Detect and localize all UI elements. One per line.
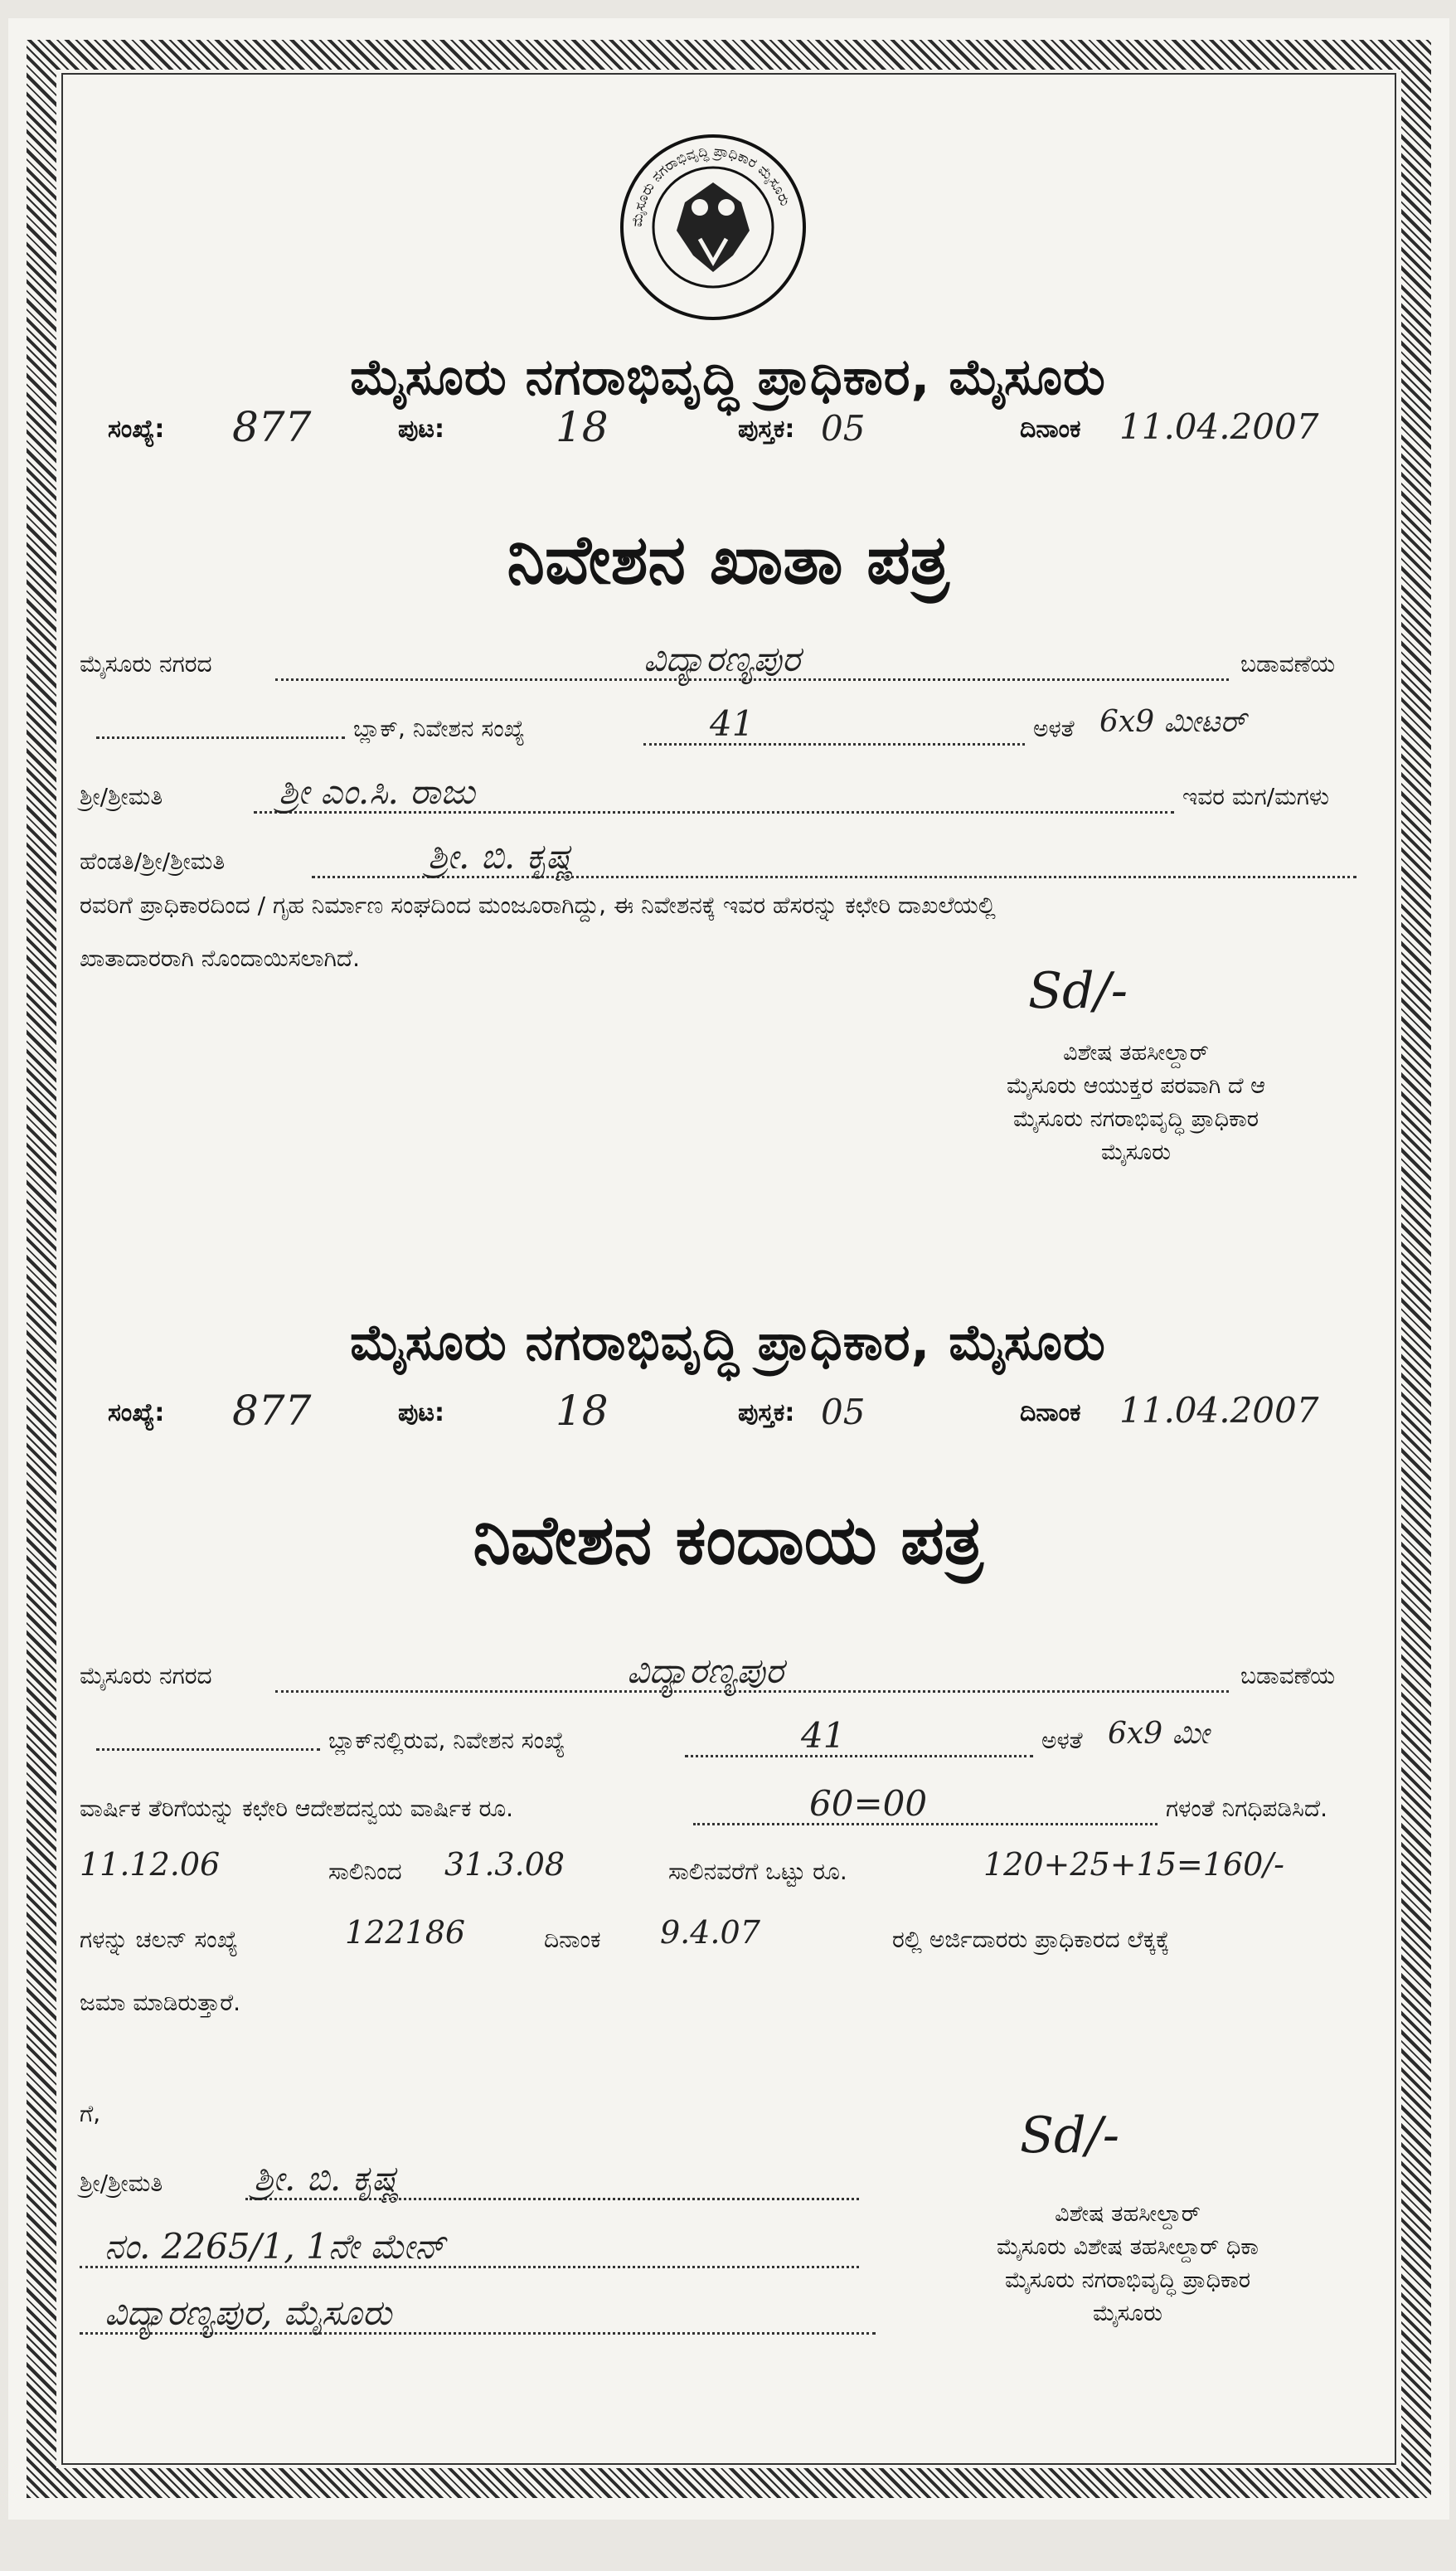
kandaya-city-value: ವಿದ್ಯಾರಣ್ಯಪುರ [627,1650,784,1691]
khata-holder-line [80,771,1363,821]
kandaya-signatory-1: ವಿಶೇಷ ತಹಸೀಲ್ದಾರ್ [1055,2201,1201,2227]
to-label: ಗೆ, [80,2100,101,2127]
page-label: ಪುಟ: [398,415,445,444]
page-label-2: ಪುಟ: [398,1398,445,1427]
authority-title-2: ಮೈಸೂರು ನಗರಾಭಿವೃದ್ಧಿ ಪ್ರಾಧಿಕಾರ, ಮೈಸೂರು [350,1314,1106,1372]
wife-label: ಹೆಂಡತಿ/ಶ್ರೀ/ಶ್ರೀಮತಿ [80,848,226,875]
kandaya-challan-no: 122186 [345,1914,466,1951]
to-line [80,2088,1363,2138]
kandaya-to: 31.3.08 [444,1846,565,1883]
city-label-2: ಮೈಸೂರು ನಗರದ [80,1662,212,1689]
khata-signatory-3: ಮೈಸೂರು ನಗರಾಭಿವೃದ್ಧಿ ಪ್ರಾಧಿಕಾರ [1012,1106,1259,1132]
khata-body-line-2: ಖಾತಾದಾರರಾಗಿ ನೊಂದಾಯಿಸಲಾಗಿದೆ. [80,945,361,972]
deposited-label: ಜಮಾ ಮಾಡಿರುತ್ತಾರೆ. [80,1989,241,2016]
authority-title-1: ಮೈಸೂರು ನಗರಾಭಿವೃದ್ಧಿ ಪ್ರಾಧಿಕಾರ, ಮೈಸೂರು [350,348,1106,406]
kandaya-from: 11.12.06 [80,1846,221,1883]
date-label-2: ದಿನಾಂಕ [1020,1398,1081,1427]
number-label: ಸಂಖ್ಯೆ: [108,415,165,444]
date2-label: ದಿನಾಂಕ [544,1926,601,1953]
addressee-address-2: ವಿದ್ಯಾರಣ್ಯಪುರ, ಮೈಸೂರು [104,2292,392,2333]
challan-label: ಗಳನ್ನು ಚಲನ್ ಸಂಖ್ಯೆ [80,1926,238,1953]
son-daughter-label: ಇವರ ಮಗ/ಮಗಳು [1182,783,1329,810]
khata-signatory-4: ಮೈಸೂರು [1101,1140,1171,1165]
book-label: ಪುಸ್ತಕ: [738,415,795,444]
khata-measurement: 6x9 ಮೀಟರ್ [1099,705,1246,739]
kandaya-city-line [80,1650,1363,1700]
khata-signatory-stamp [904,1037,1368,1169]
kandaya-challan-date: 9.4.07 [660,1914,760,1951]
kandaya-number: 877 [232,1387,312,1435]
number-label-2: ಸಂಖ್ಯೆ: [108,1398,165,1427]
annual-tax-label: ವಾರ್ಷಿಕ ತೆರಿಗೆಯನ್ನು ಕಛೇರಿ ಆದೇಶದನ್ವಯ ವಾರ್ಷಿಕ ರೂ. [80,1795,514,1822]
from-year-label: ಸಾಲಿನಿಂದ [328,1858,402,1885]
khata-date: 11.04.2007 [1119,406,1319,447]
kandaya-date: 11.04.2007 [1119,1390,1319,1431]
khata-site-line [80,703,1363,753]
kandaya-signatory-4: ಮೈಸೂರು [1093,2301,1162,2326]
khata-signatory-1: ವಿಶೇಷ ತಹಸೀಲ್ದಾರ್ [1063,1040,1209,1066]
emblem-ring-text: ಮೈಸೂರು ನಗರಾಭಿವೃದ್ಧಿ ಪ್ರಾಧಿಕಾರ ಮೈಸೂರು [629,143,794,228]
kandaya-signatory-3: ಮೈಸೂರು ನಗರಾಭಿವೃದ್ಧಿ ಪ್ರಾಧಿಕಾರ [1004,2267,1251,2293]
khata-city-line [80,639,1363,688]
measurement-label-2: ಅಳತೆ [1041,1727,1083,1754]
authority-emblem [617,131,809,323]
khata-number: 877 [232,403,312,451]
city-label: ಮೈಸೂರು ನಗರದ [80,650,212,678]
kandaya-tax-line [80,1783,1363,1833]
kandaya-book: 05 [821,1392,866,1432]
khata-site-no: 41 [710,703,755,744]
khata-spouse: ಶ್ರೀ. ಬಿ. ಕೃಷ್ಣ [428,836,575,877]
block-site-label-2: ಬ್ಲಾಕ್‌ನಲ್ಲಿರುವ, ನಿವೇಶನ ಸಂಖ್ಯೆ [328,1727,565,1754]
kandaya-meta-row [108,1387,1376,1445]
kandaya-total: 120+25+15=160/- [983,1846,1284,1883]
khata-body-line-1: ರವರಿಗೆ ಪ್ರಾಧಿಕಾರದಿಂದ / ಗೃಹ ನಿರ್ಮಾಣ ಸಂಘದಿಂದ ಮಂಜೂರಾಗಿದ್ದು, ಈ ನಿವೇಶನಕ್ಕೆ ಇವರ ಹೆಸರನ್ನು ಕಛೇರಿ ದಾಖಲೆಯಲ್ಲಿ [80,892,996,919]
shri-label-2: ಶ್ರೀ/ಶ್ರೀಮತಿ [80,2170,163,2197]
kandaya-heading: ನಿವೇಶನ ಕಂದಾಯ ಪತ್ರ [473,1501,983,1580]
khata-body [80,879,1365,985]
to-year-label: ಸಾಲಿನವರೆಗೆ ಒಟ್ಟು ರೂ. [668,1858,847,1885]
khata-signature: Sd/- [1028,962,1128,1020]
kandaya-signature: Sd/- [1020,2107,1119,2165]
shri-label: ಶ್ರೀ/ಶ್ರೀಮತಿ [80,783,163,810]
kandaya-period-line [80,1846,1363,1896]
kandaya-measurement: 6x9 ಮೀ [1108,1717,1210,1751]
addressee-address-1: ನಂ. 2265/1, 1ನೇ ಮೇನ್ [104,2226,445,2267]
book-label-2: ಪುಸ್ತಕ: [738,1398,795,1427]
khata-book: 05 [821,408,866,449]
kandaya-site-no: 41 [801,1715,846,1756]
layout-label: ಬಡಾವಣೆಯ [1240,650,1336,678]
khata-holder: ಶ್ರೀ ಎಂ.ಸಿ. ರಾಜು [279,771,475,812]
applicant-paid-label: ರಲ್ಲಿ ಅರ್ಜಿದಾರರು ಪ್ರಾಧಿಕಾರದ ಲೆಕ್ಕಕ್ಕೆ [892,1926,1170,1953]
measurement-label: ಅಳತೆ [1033,715,1075,742]
kandaya-deposit-line [80,1977,1363,2027]
kandaya-challan-line [80,1914,1363,1964]
kandaya-signatory-stamp [887,2198,1368,2330]
kandaya-signatory-2: ಮೈಸೂರು ವಿಶೇಷ ತಹಸೀಲ್ದಾರ್ ಧಿಕಾ [997,2234,1259,2260]
layout-label-2: ಬಡಾವಣೆಯ [1240,1662,1336,1689]
date-label: ದಿನಾಂಕ [1020,415,1081,444]
khata-page: 18 [556,403,609,451]
kandaya-site-line [80,1715,1363,1765]
khata-city-value: ವಿದ್ಯಾರಣ್ಯಪುರ [643,639,801,679]
addressee-name: ಶ್ರೀ. ಬಿ. ಕೃಷ್ಣ [254,2158,400,2199]
fixed-label: ಗಳಂತೆ ನಿಗಧಿಪಡಿಸಿದೆ. [1166,1795,1327,1822]
khata-heading: ನಿವೇಶನ ಖಾತಾ ಪತ್ರ [507,521,949,600]
block-site-label: ಬ್ಲಾಕ್, ನಿವೇಶನ ಸಂಖ್ಯೆ [353,715,525,742]
kandaya-page: 18 [556,1387,609,1435]
khata-meta-row [108,403,1376,461]
khata-spouse-line [80,836,1363,886]
kandaya-annual-amount: 60=00 [809,1783,928,1824]
khata-signatory-2: ಮೈಸೂರು ಆಯುಕ್ತರ ಪರವಾಗಿ ದೆ ಆ [1007,1073,1265,1099]
